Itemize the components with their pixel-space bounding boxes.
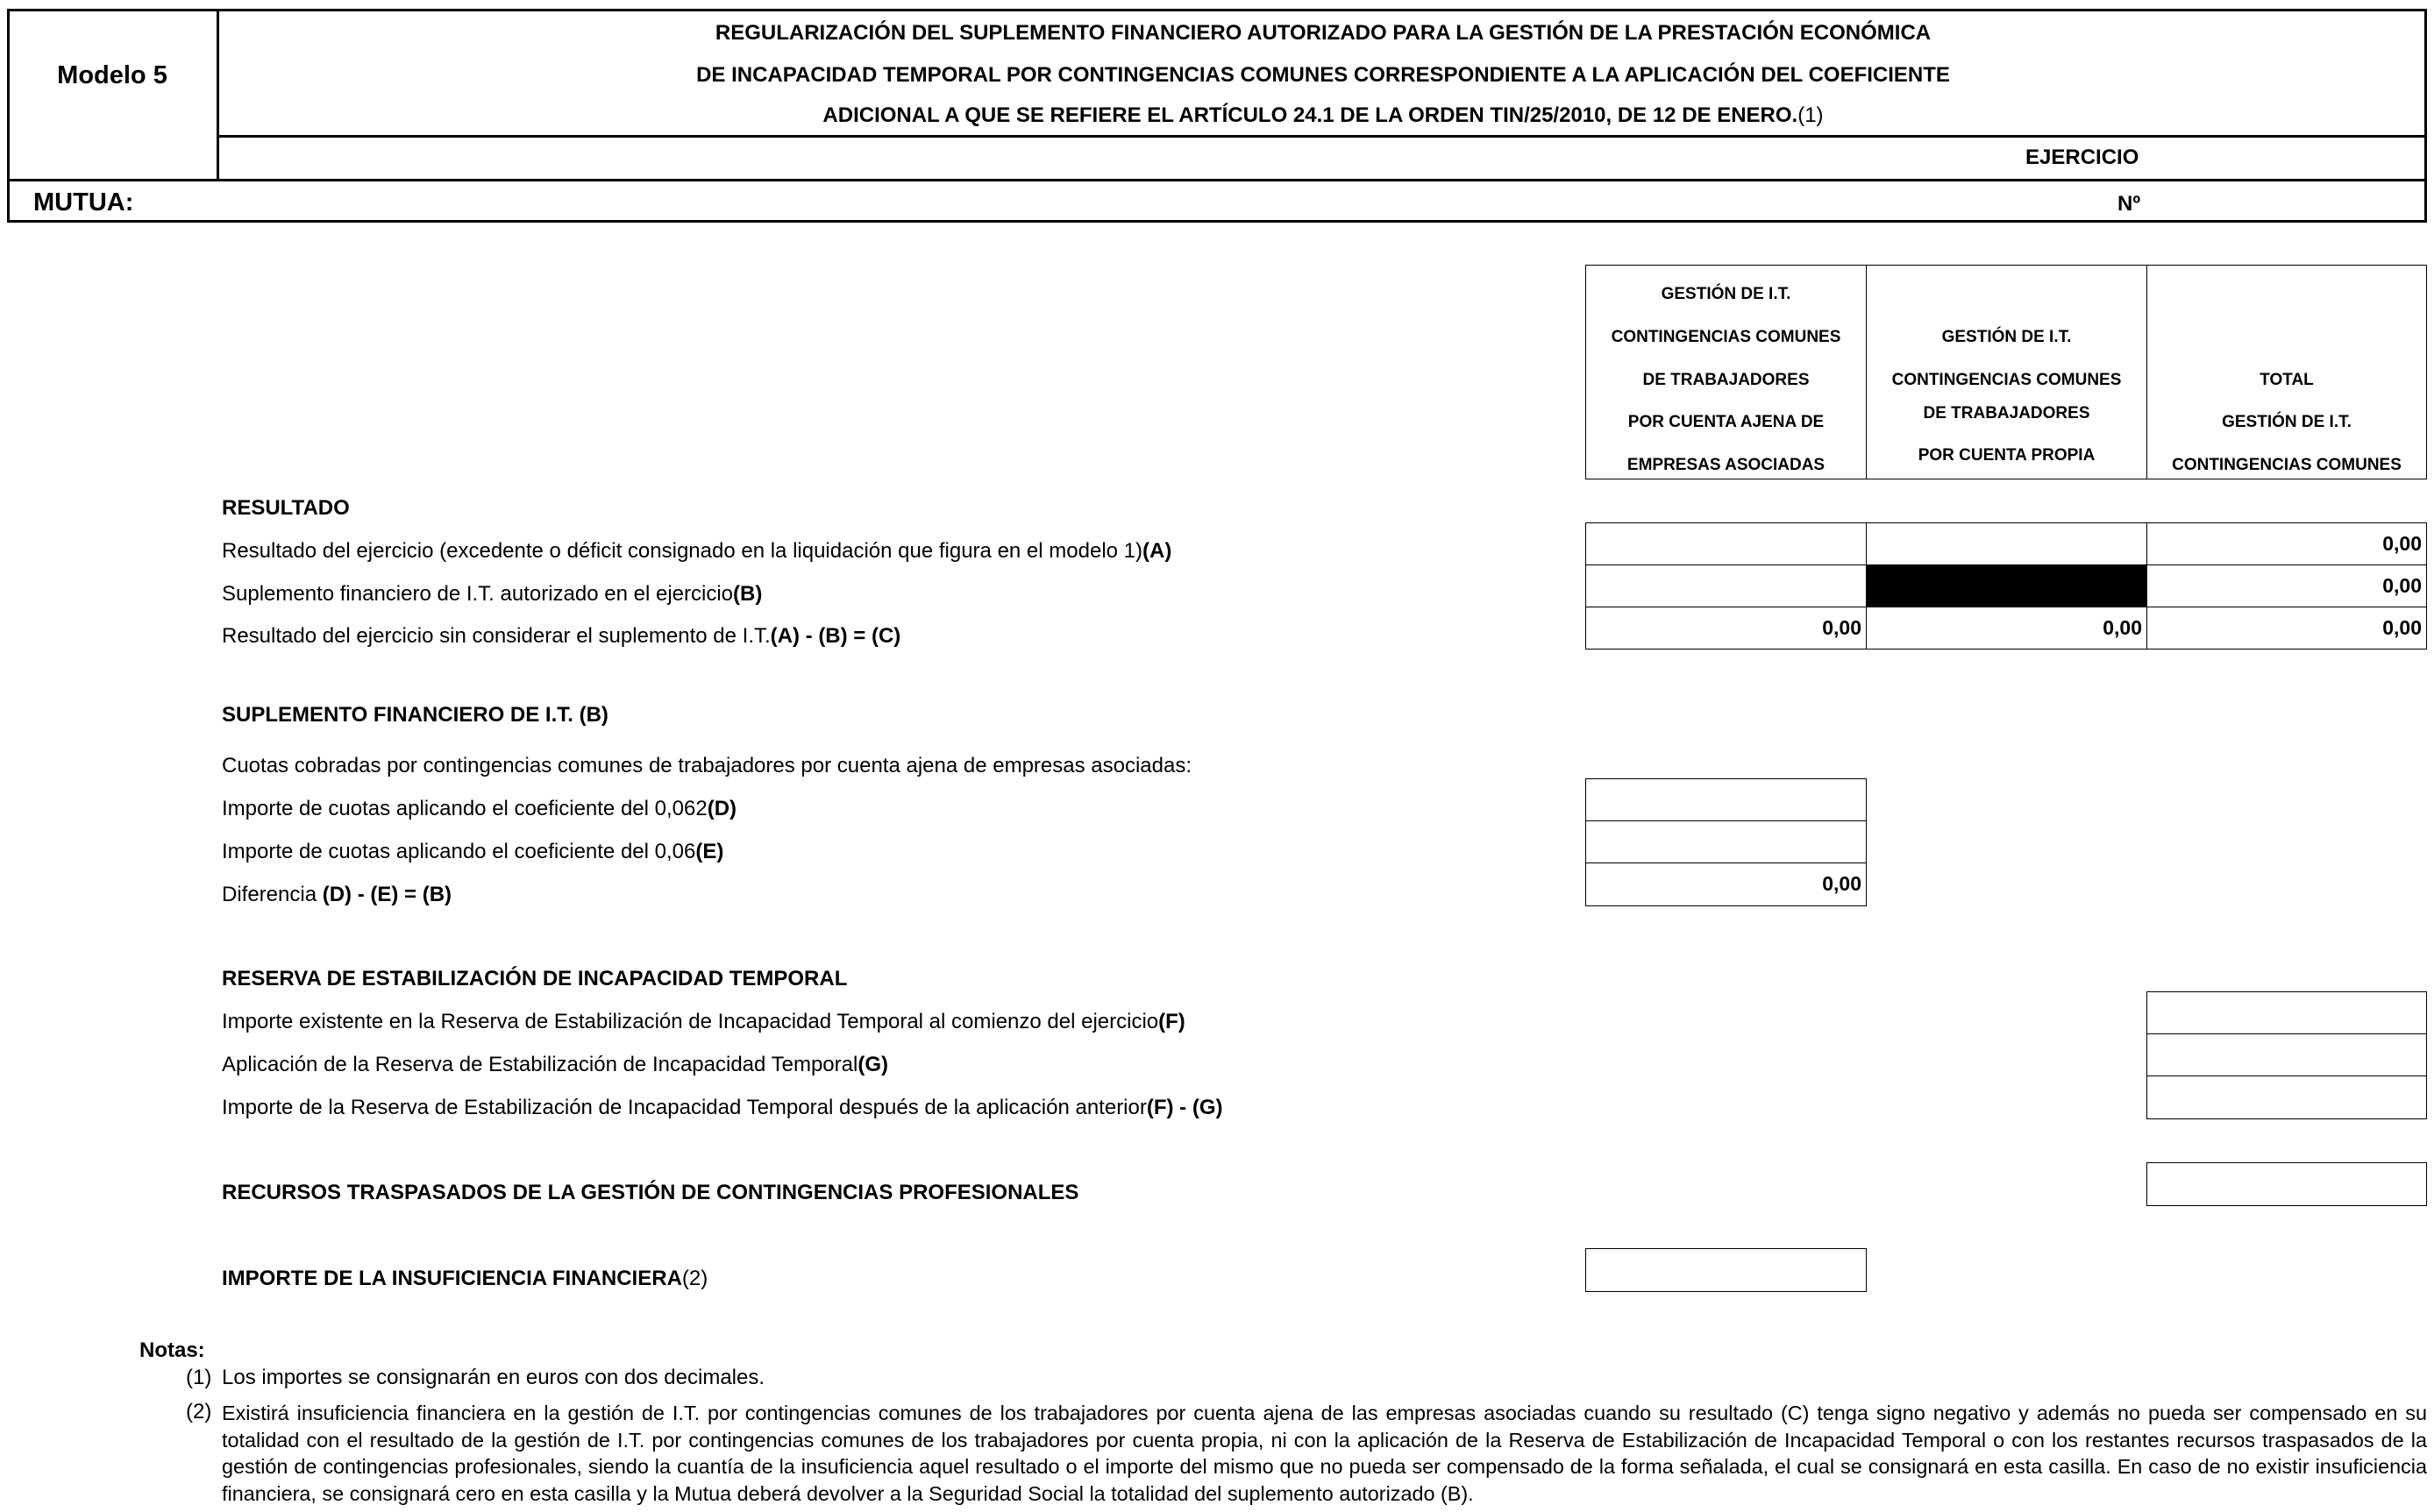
- row-text: Suplemento financiero de I.T. autorizado en el ejercicio: [222, 582, 734, 606]
- row-text: Importe existente en la Reserva de Estabilización de Incapacidad Temporal al comienzo del ejercicio: [222, 1010, 1159, 1033]
- row-resultado-a: [222, 539, 1171, 564]
- row-text: Resultado del ejercicio sin considerar el suplemento de I.T.: [222, 624, 771, 648]
- form-title: [219, 21, 2427, 135]
- title-line-1: REGULARIZACIÓN DEL SUPLEMENTO FINANCIERO AUTORIZADO PARA LA GESTIÓN DE LA PRESTACIÓN ECONÓMICA: [715, 21, 1932, 45]
- row-code: (F): [1158, 1010, 1185, 1033]
- header-divider-2: [7, 179, 2427, 181]
- column-header-ajena: [1585, 265, 1867, 479]
- col1-line-3: DE TRABAJADORES: [1642, 371, 1810, 389]
- col1-line-2: CONTINGENCIAS COMUNES: [1611, 328, 1841, 346]
- col3-line-1: TOTAL: [2260, 371, 2314, 389]
- cell-a-total[interactable]: 0,00: [2146, 522, 2427, 565]
- row-code: (D): [707, 797, 737, 820]
- header-divider-1: [217, 135, 2427, 138]
- row-text: Importe de cuotas aplicando el coeficiente del 0,062: [222, 797, 708, 820]
- cell-d[interactable]: [1585, 778, 1867, 821]
- title-line-3-text: ADICIONAL A QUE SE REFIERE EL ARTÍCULO 24.1 DE LA ORDEN TIN/25/2010, DE 12 DE ENERO.: [822, 103, 1798, 127]
- row-reserva-g: [222, 1053, 888, 1077]
- cell-f[interactable]: [2146, 991, 2427, 1034]
- row-suplemento-diff: [222, 883, 452, 907]
- cell-fg[interactable]: [2146, 1075, 2427, 1119]
- reserva-heading: RESERVA DE ESTABILIZACIÓN DE INCAPACIDAD TEMPORAL: [222, 967, 848, 990]
- col2-line-1: GESTIÓN DE I.T.: [1941, 328, 2072, 346]
- row-code: (A): [1142, 539, 1172, 563]
- col1-line-5: EMPRESAS ASOCIADAS: [1626, 456, 1826, 474]
- cell-insuficiencia[interactable]: [1585, 1248, 1867, 1292]
- numero-label: Nº: [2117, 192, 2141, 216]
- col3-line-3: CONTINGENCIAS COMUNES: [2172, 456, 2402, 474]
- col2-line-2: CONTINGENCIAS COMUNES: [1891, 371, 2122, 389]
- row-resultado-c: [222, 624, 900, 649]
- row-text: Diferencia: [222, 883, 323, 906]
- row-resultado-b: [222, 582, 762, 607]
- title-note: (1): [1797, 103, 1824, 127]
- cell-diff[interactable]: 0,00: [1585, 862, 1867, 906]
- col1-line-1: GESTIÓN DE I.T.: [1661, 285, 1791, 303]
- insuficiencia-heading: [222, 1267, 708, 1291]
- insuficiencia-note: (2): [681, 1267, 708, 1290]
- column-header-total: [2146, 265, 2427, 479]
- suplemento-intro: Cuotas cobradas por contingencias comunes de trabajadores por cuenta ajena de empresas asociadas:: [222, 754, 1192, 777]
- ejercicio-label: EJERCICIO: [2025, 146, 2139, 169]
- row-text: Importe de la Reserva de Estabilización de Incapacidad Temporal después de la aplicación anterior: [222, 1096, 1147, 1119]
- title-line-2: DE INCAPACIDAD TEMPORAL POR CONTINGENCIAS COMUNES CORRESPONDIENTE A LA APLICACIÓN DEL COEFICIENTE: [696, 63, 1950, 87]
- cell-b-propia-blocked: [1866, 564, 2147, 607]
- col2-line-4: POR CUENTA PROPIA: [1918, 446, 2096, 465]
- mutua-label: MUTUA:: [33, 188, 134, 217]
- resultado-heading: RESULTADO: [222, 496, 350, 520]
- cell-a-ajena[interactable]: [1585, 522, 1867, 565]
- note-1-number: (1): [186, 1366, 212, 1389]
- model-label: Modelo 5: [57, 61, 167, 89]
- row-code: (B): [733, 582, 763, 606]
- row-code: (G): [858, 1053, 888, 1076]
- row-suplemento-e: [222, 840, 723, 864]
- cell-b-ajena[interactable]: [1585, 564, 1867, 607]
- insuficiencia-title: IMPORTE DE LA INSUFICIENCIA FINANCIERA: [222, 1267, 682, 1290]
- col3-line-2: GESTIÓN DE I.T.: [2222, 413, 2352, 431]
- cell-c-total[interactable]: 0,00: [2146, 607, 2427, 650]
- suplemento-heading: SUPLEMENTO FINANCIERO DE I.T. (B): [222, 703, 608, 727]
- row-suplemento-d: [222, 797, 737, 821]
- row-text: Aplicación de la Reserva de Estabilización de Incapacidad Temporal: [222, 1053, 858, 1076]
- recursos-heading: RECURSOS TRASPASADOS DE LA GESTIÓN DE CONTINGENCIAS PROFESIONALES: [222, 1181, 1079, 1204]
- cell-b-total[interactable]: 0,00: [2146, 564, 2427, 607]
- cell-e[interactable]: [1585, 820, 1867, 863]
- column-header-propia: [1866, 265, 2147, 479]
- row-text: Importe de cuotas aplicando el coeficiente del 0,06: [222, 840, 696, 863]
- row-reserva-fg: [222, 1096, 1222, 1120]
- col1-line-4: POR CUENTA AJENA DE: [1627, 413, 1825, 431]
- row-reserva-f: [222, 1010, 1185, 1034]
- row-code: (F) - (G): [1146, 1096, 1223, 1119]
- cell-recursos[interactable]: [2146, 1162, 2427, 1206]
- note-2-text: Existirá insuficiencia financiera en la gestión de I.T. por contingencias comunes de los trabajadores por cuenta ajena de las empresas asociadas cuando su resultado (C) tenga signo negativo y además no pueda ser compensado en su totalidad con el resultado de la gestión de I.T. por contingencias comunes de los trabajadores por cuenta propia, ni con la aplicación de la Reserva de Estabilización de Incapacidad Temporal o con los restantes recursos traspasados de la gestión de contingencias profesionales, siendo la cuantía de la insuficiencia aquel resultado o el importe del mismo que no pueda ser compensado de la forma señalada, el cual se consignará en esta casilla. En caso de no existir insuficiencia financiera, se consignará cero en esta casilla y la Mutua deberá devolver a la Seguridad Social la totalidad del suplemento autorizado (B).: [222, 1402, 2427, 1505]
- note-1-text: Los importes se consignarán en euros con dos decimales.: [222, 1366, 765, 1389]
- cell-g[interactable]: [2146, 1033, 2427, 1076]
- row-code: (D) - (E) = (B): [322, 883, 452, 906]
- note-2-number: (2): [186, 1400, 212, 1423]
- row-code: (E): [695, 840, 724, 863]
- cell-a-propia[interactable]: [1866, 522, 2147, 565]
- row-text: Resultado del ejercicio (excedente o déficit consignado en la liquidación que figura en el modelo 1): [222, 539, 1142, 563]
- row-code: (A) - (B) = (C): [770, 624, 901, 648]
- notas-heading: Notas:: [139, 1338, 205, 1362]
- cell-c-propia[interactable]: 0,00: [1866, 607, 2147, 650]
- title-line-3: [219, 103, 2427, 128]
- cell-c-ajena[interactable]: 0,00: [1585, 607, 1867, 650]
- col2-line-3: DE TRABAJADORES: [1923, 404, 2090, 422]
